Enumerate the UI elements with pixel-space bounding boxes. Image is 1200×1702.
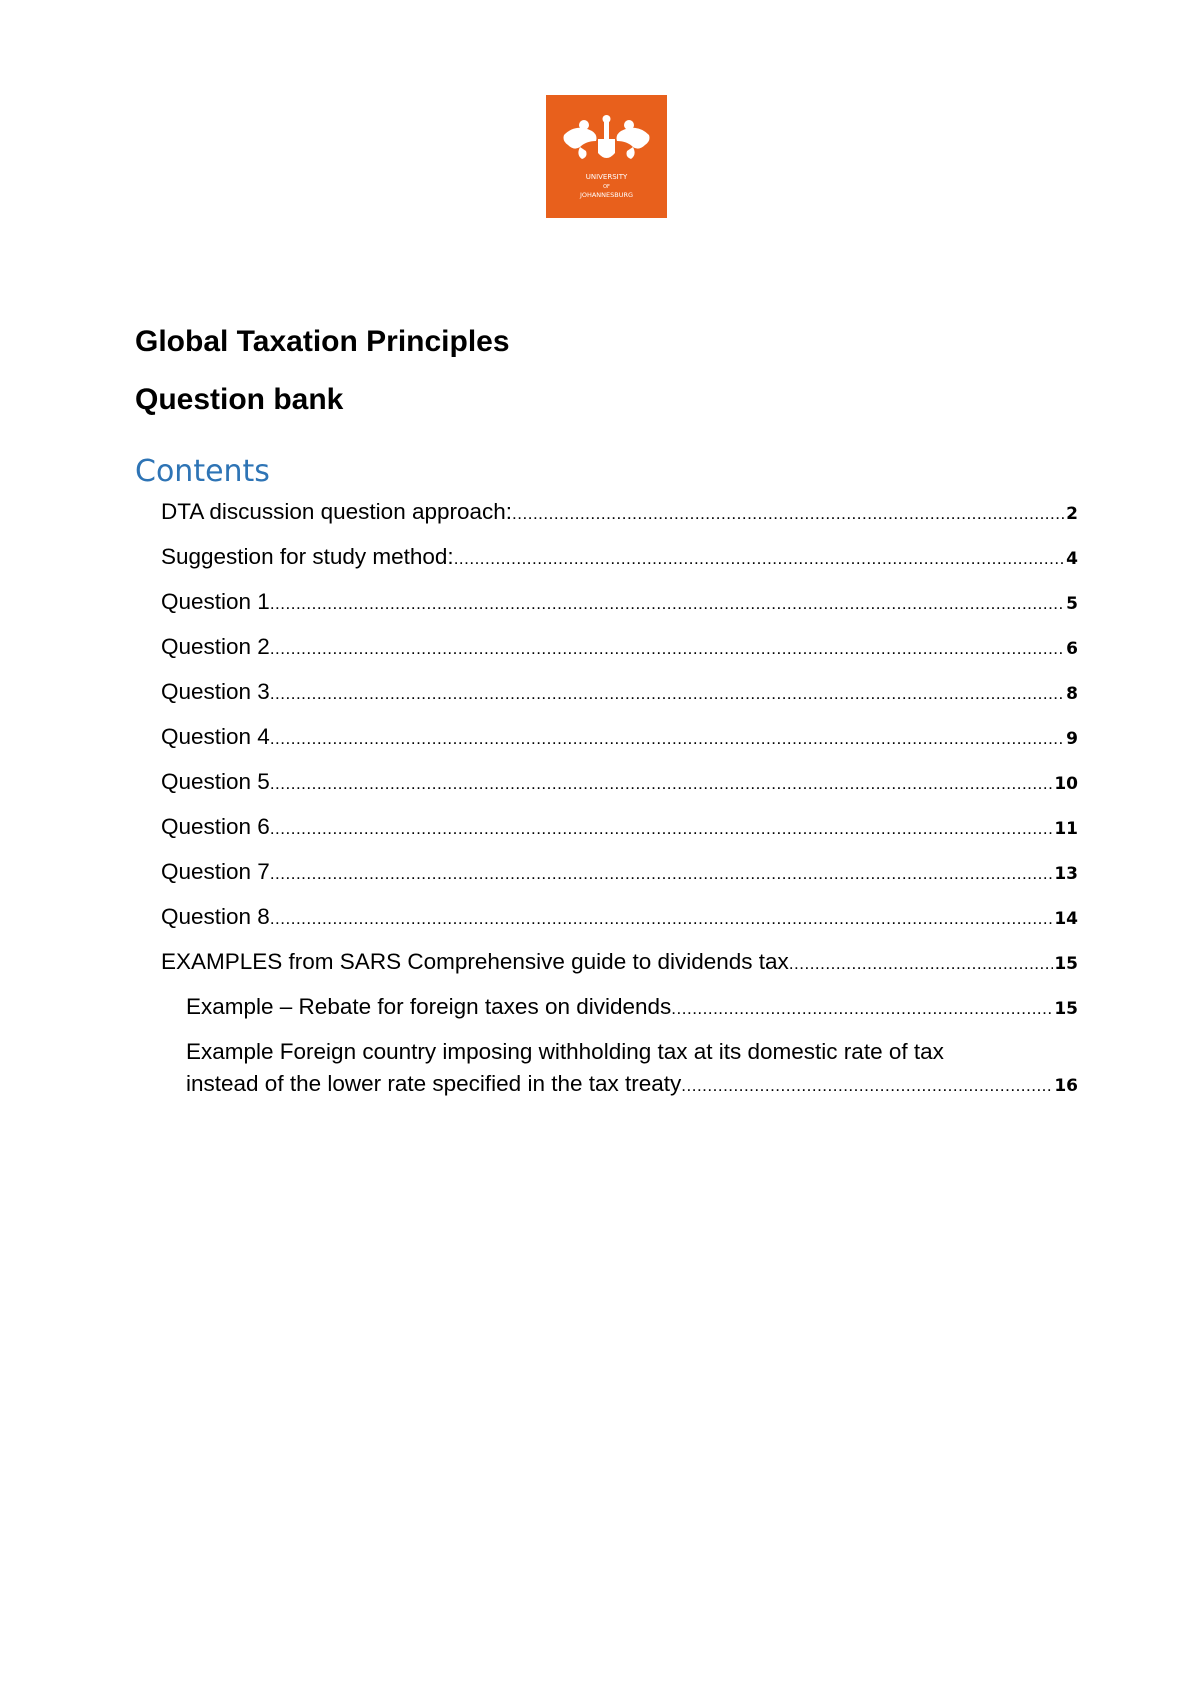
toc-entry-title-line-2: instead of the lower rate specified in the tax treaty [186,1071,682,1096]
toc-leader [454,543,1065,575]
toc-entry-title: Question 2 [161,634,270,659]
toc-entry-page: 2 [1066,504,1078,524]
toc-entry-page: 10 [1054,774,1078,794]
logo-line-1: UNIVERSITY [585,173,628,181]
toc-leader [270,813,1054,845]
toc-entry-title: Question 3 [161,679,270,704]
toc-entry-title: DTA discussion question approach: [161,499,513,524]
toc-entry-title: Question 4 [161,724,270,749]
toc-leader [789,948,1054,980]
toc-leader [270,678,1065,710]
toc-entry[interactable] [161,676,1078,710]
toc-entry[interactable] [161,946,1078,980]
toc-entry[interactable] [161,901,1078,935]
toc-entry-page: 15 [1054,954,1078,974]
logo-line-2: OF [603,184,610,190]
toc-entry[interactable] [161,631,1078,665]
toc-entry-title: Question 1 [161,589,270,614]
toc-entry-page: 15 [1054,999,1078,1019]
toc-leader [270,768,1054,800]
toc-leader [270,723,1065,755]
toc-entry-title: Question 6 [161,814,270,839]
toc-leader [512,498,1065,530]
toc-leader [270,633,1065,665]
toc-leader [671,993,1053,1025]
toc-entry-page: 16 [1054,1076,1078,1096]
toc-entry-title: Question 5 [161,769,270,794]
toc-entry-page: 5 [1066,594,1078,614]
toc-entry-title-line-1: Example Foreign country imposing withholding tax at its domestic rate of tax [186,1039,944,1064]
toc-entry[interactable] [161,856,1078,890]
toc-entry-page: 9 [1066,729,1078,749]
toc-entry[interactable] [161,811,1078,845]
toc-entry-page: 8 [1066,684,1078,704]
toc-entry-page: 13 [1054,864,1078,884]
toc-entry-title: Example – Rebate for foreign taxes on dividends [186,994,672,1019]
toc-entry[interactable] [161,766,1078,800]
toc-entry-page: 4 [1066,549,1078,569]
toc-entry-page: 11 [1054,819,1078,839]
toc-entry[interactable] [161,586,1078,620]
toc-entry-title: EXAMPLES from SARS Comprehensive guide to dividends tax [161,949,789,974]
toc-leader [270,858,1054,890]
toc-leader [681,1070,1053,1102]
toc-entry-title: Suggestion for study method: [161,544,454,569]
document-title: Global Taxation Principles [135,325,510,358]
toc-entry-page: 14 [1054,909,1078,929]
logo-line-3: JOHANNESBURG [579,191,634,199]
toc-entry-title: Question 7 [161,859,270,884]
document-subtitle: Question bank [135,383,344,416]
toc-entry[interactable] [186,991,1078,1025]
toc-entry[interactable] [161,541,1078,575]
toc-entry[interactable] [161,721,1078,755]
toc-entry[interactable] [186,1036,1078,1102]
toc-entry-title: Question 8 [161,904,270,929]
toc-leader [270,588,1065,620]
toc-entry[interactable] [161,496,1078,530]
toc-heading: Contents [135,454,270,489]
toc-leader [270,903,1054,935]
toc-entry-page: 6 [1066,639,1078,659]
